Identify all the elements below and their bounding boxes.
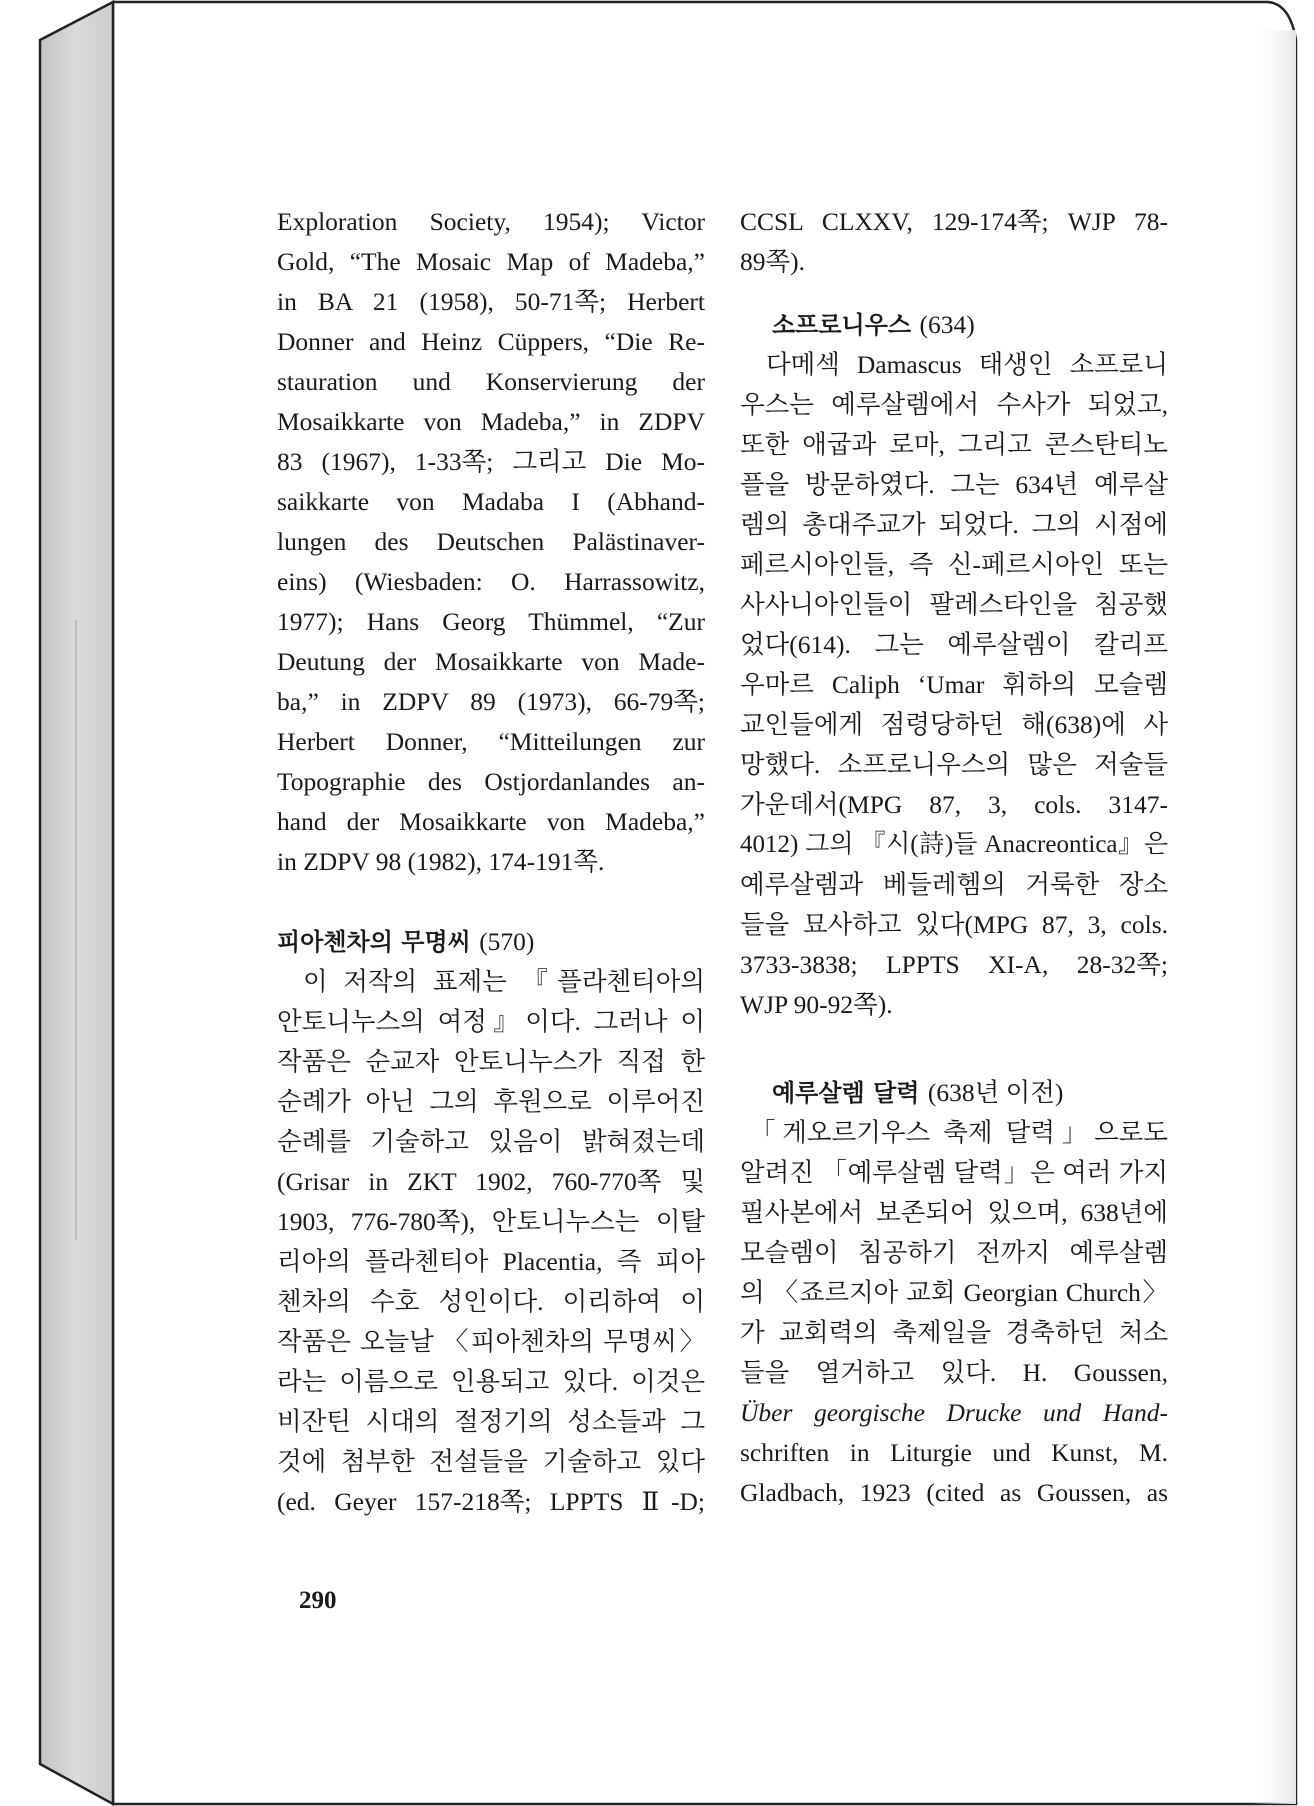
- text-line: Herbert Donner, “Mitteilungen zur: [277, 727, 705, 756]
- text-line: 것에 첨부한 전설들을 기술하고 있다: [277, 1447, 705, 1476]
- section-heading-jerusalem-calendar: [740, 1073, 1168, 1113]
- text-line: 다메섹 Damascus 태생인 소프로니: [766, 350, 1168, 379]
- text-line: Exploration Society, 1954); Victor: [277, 207, 705, 236]
- text-line: Gladbach, 1923 (cited as Goussen, as: [740, 1478, 1168, 1507]
- text-line: saikkarte von Madaba I (Abhand-: [277, 487, 705, 516]
- right-column: [740, 202, 1168, 1513]
- text-line: CCSL CLXXV, 129-174쪽; WJP 78-: [740, 207, 1168, 236]
- spacer: [740, 1025, 1168, 1065]
- text-line: 들을 열거하고 있다. H. Goussen,: [740, 1358, 1168, 1387]
- text-line: Donner and Heinz Cüppers, “Die Re-: [277, 327, 705, 356]
- spacer: [277, 902, 705, 922]
- text-line: 우마르 Caliph ‘Umar 휘하의 모슬렘: [740, 670, 1168, 699]
- text-line: 우스는 예루살렘에서 수사가 되었고,: [740, 390, 1168, 419]
- text-line: 순례가 아닌 그의 후원으로 이루어진: [277, 1087, 705, 1116]
- text-line: 망했다. 소프로니우스의 많은 저술들: [740, 750, 1168, 779]
- spacer: [740, 1065, 1168, 1073]
- text-line: in ZDPV 98 (1982), 174-191쪽.: [277, 847, 605, 876]
- text-line: Mosaikkarte von Madeba,” in ZDPV: [277, 407, 705, 436]
- section-date: (638년 이전): [927, 1078, 1064, 1107]
- text-line: 모슬렘이 침공하기 전까지 예루살렘: [740, 1238, 1168, 1267]
- text-line: 「게오르기우스 축제 달력」으로도: [750, 1118, 1168, 1147]
- section-date: (634): [919, 310, 975, 339]
- text-line: 순례를 기술하고 있음이 밝혀졌는데: [277, 1127, 705, 1156]
- page-right-shadow: [1250, 30, 1296, 1804]
- text-line: schriften in Liturgie und Kunst, M.: [740, 1438, 1168, 1467]
- text-line: 안토니누스의 여정』이다. 그러나 이: [277, 1007, 705, 1036]
- text-line: 1977); Hans Georg Thümmel, “Zur: [277, 607, 705, 636]
- section-title: 피아첸차의 무명씨: [277, 928, 471, 956]
- spacer: [740, 282, 1168, 302]
- text-line: 페르시아인들, 즉 신-페르시아인 또는: [740, 550, 1168, 579]
- section-date: (570): [479, 927, 535, 956]
- text-line: ba,” in ZDPV 89 (1973), 66-79쪽;: [277, 687, 705, 716]
- text-line: 작품은 오늘날 〈피아첸차의 무명씨〉: [277, 1327, 705, 1356]
- text-line: 4012) 그의 『시(詩)들 Anacreontica』은: [740, 831, 1168, 858]
- page-number: 290: [299, 1587, 337, 1614]
- text-line: 리아의 플라첸티아 Placentia, 즉 피아: [277, 1247, 705, 1276]
- text-line: 89쪽).: [740, 247, 805, 276]
- text-line: 사사니아인들이 팔레스타인을 침공했: [740, 590, 1168, 619]
- text-line: 첸차의 수호 성인이다. 이리하여 이: [277, 1287, 705, 1316]
- text-line: 렘의 총대주교가 되었다. 그의 시점에: [740, 510, 1168, 539]
- text-line: lungen des Deutschen Palästinaver-: [277, 527, 705, 556]
- text-line: 의 〈죠르지아 교회 Georgian Church〉: [740, 1278, 1168, 1307]
- text-line: 또한 애굽과 로마, 그리고 콘스탄티노: [740, 430, 1168, 459]
- text-line: 3733-3838; LPPTS XI-A, 28-32쪽;: [740, 950, 1168, 979]
- left-column: [277, 202, 705, 1522]
- section-heading-piacenza: [277, 922, 705, 962]
- text-line: 가 교회력의 축제일을 경축하던 처소: [740, 1318, 1168, 1347]
- text-line: (ed. Geyer 157-218쪽; LPPTS Ⅱ-D;: [277, 1487, 705, 1516]
- text-line: hand der Mosaikkarte von Madeba,”: [277, 807, 705, 836]
- spacer: [277, 882, 705, 902]
- text-line: 알려진 「예루살렘 달력」은 여러 가지: [740, 1158, 1168, 1187]
- text-line: 이 저작의 표제는 『플라첸티아의: [303, 967, 705, 996]
- section-title: 소프로니우스: [772, 311, 912, 339]
- section-title: 예루살렘 달력: [772, 1079, 920, 1107]
- text-line: (Grisar in ZKT 1902, 760-770쪽 및: [277, 1167, 705, 1196]
- text-line: eins) (Wiesbaden: O. Harrassowitz,: [277, 567, 705, 596]
- text-line: 예루살렘과 베들레헴의 거룩한 장소: [740, 870, 1168, 899]
- text-line: stauration und Konservierung der: [277, 367, 705, 396]
- text-line: 교인들에게 점령당하던 해(638)에 사: [740, 710, 1168, 739]
- section-heading-sophronius: [740, 305, 1168, 345]
- text-line: 플을 방문하였다. 그는 634년 예루살: [740, 470, 1168, 499]
- text-line: in BA 21 (1958), 50-71쪽; Herbert: [277, 287, 705, 316]
- text-line: 었다(614). 그는 예루살렘이 칼리프: [740, 630, 1168, 659]
- text-line: Topographie des Ostjordanlandes an-: [277, 767, 705, 796]
- text-line: 비잔틴 시대의 절정기의 성소들과 그: [277, 1407, 705, 1436]
- text-line: 필사본에서 보존되어 있으며, 638년에: [740, 1198, 1168, 1227]
- text-line: 83 (1967), 1-33쪽; 그리고 Die Mo-: [277, 447, 705, 476]
- text-line: 라는 이름으로 인용되고 있다. 이것은: [277, 1367, 705, 1396]
- text-line: WJP 90-92쪽).: [740, 990, 893, 1019]
- text-line: 작품은 순교자 안토니누스가 직접 한: [277, 1047, 705, 1076]
- text-line: 가운데서(MPG 87, 3, cols. 3147-: [740, 790, 1168, 819]
- text-line: 들을 묘사하고 있다(MPG 87, 3, cols.: [740, 910, 1168, 939]
- text-line: Deutung der Mosaikkarte von Made-: [277, 647, 705, 676]
- text-line: Über georgische Drucke und Hand-: [740, 1398, 1168, 1427]
- text-line: 1903, 776-780쪽), 안토니누스는 이탈: [277, 1207, 705, 1236]
- text-line: Gold, “The Mosaic Map of Madeba,”: [277, 247, 705, 276]
